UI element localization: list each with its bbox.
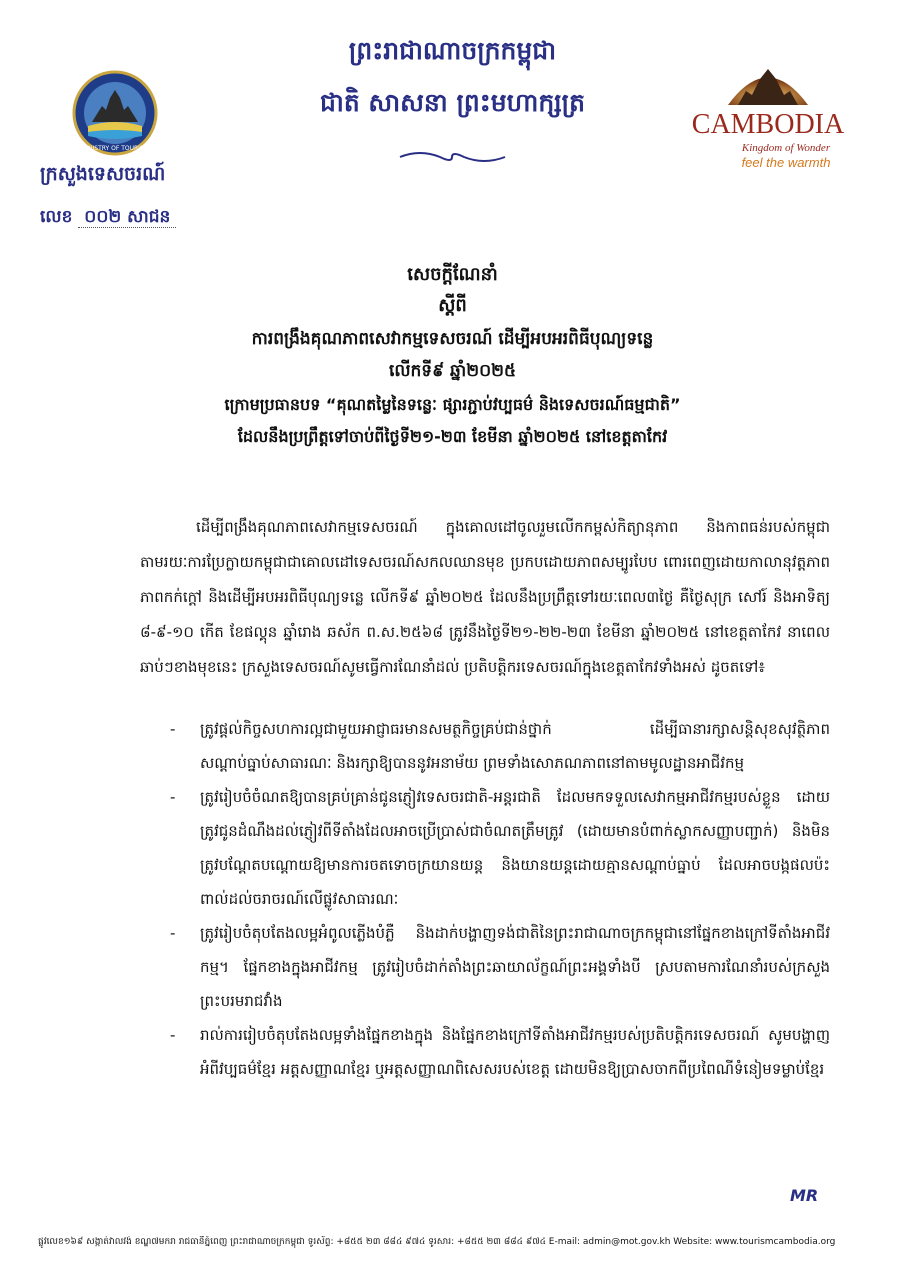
bullet-marker: - xyxy=(170,1026,176,1044)
list-item-text: រាល់ការរៀបចំតុបតែងលម្អទាំងផ្នែកខាងក្នុង និងផ្នែកខាងក្រៅទីតាំងអាជីវកម្មរបស់ប្រតិបត្តិករទេសចរណ៍ សូមបង្ហាញអំពីវប្បធម៌ខ្មែរ អត្តសញ្ញាណខ្មែរ ឬអត្តសញ្ញាណពិសេសរបស់ខេត្ត ដោយមិនឱ្យប្រាសចាកពីប្រពៃណីទំនៀមទម្លាប់ខ្មែរ xyxy=(200,1026,830,1078)
theme-line: ក្រោមប្រធានបទ “គុណតម្លៃនៃទន្លេៈ ផ្សារភ្ជាប់វប្បធម៌ និងទេសចរណ៍ធម្មជាតិ” xyxy=(224,395,681,414)
list-item xyxy=(170,712,830,780)
list-item-text: ត្រូវរៀបចំតុបតែងលម្អអំពូលភ្លើងបំភ្លឺ និងដាក់បង្ហាញទង់ជាតិនៃព្រះរាជាណាចក្រកម្ពុជានៅផ្នែកខាងក្រៅទីតាំងអាជីវកម្ម។ ផ្នែកខាងក្នុងអាជីវកម្ម ត្រូវរៀបចំដាក់តាំងព្រះឆាយាល័ក្ខណ៍ព្រះអង្គទាំងបី ស្របតាមការណែនាំរបស់ក្រសួងព្រះបរមរាជវាំង xyxy=(200,924,830,1010)
reference-number xyxy=(40,206,176,231)
ministry-logo-text: MINISTRY OF TOURISM xyxy=(81,145,149,152)
bullet-marker: - xyxy=(170,788,176,806)
intro-paragraph: ដើម្បីពង្រឹងគុណភាពសេវាកម្មទេសចរណ៍ ក្នុងគោលដៅចូលរួមលើកកម្ពស់កិត្យានុភាព និងកាពធន់របស់កម្ពុជា តាមរយៈការប្រែក្លាយកម្ពុជាជាគោលដៅទេសចរណ៍សកលឈានមុខ ប្រកបដោយភាពសម្បូរបែប ពោរពេញដោយកាលានុវត្តភាព ភាពកក់ក្តៅ និងដើម្បីអបអរពិធីបុណ្យទន្លេ លើកទី៩ ឆ្នាំ២០២៥ ដែលនឹងប្រព្រឹត្តទៅរយៈពេល៣ថ្ងៃ គឺថ្ងៃសុក្រ សៅរ៍ និងអាទិត្យ ៨-៩-១០ កើត ខែផល្គុន ឆ្នាំរោង ឆស័ក ព.ស.២៥៦៨ ត្រូវនឹងថ្ងៃទី២១-២២-២៣ ខែមីនា ឆ្នាំ២០២៥ នៅខេត្តតាកែវ នាពេលឆាប់ៗខាងមុខនេះ ក្រសួងទេសចរណ៍សូមធ្វើការណែនាំដល់ ប្រតិបត្តិករទេសចរណ៍ក្នុងខេត្តតាកែវទាំងអស់ ដូចតទៅ៖ xyxy=(140,518,830,676)
footer-contact: ផ្លូវលេខ១៦៩ សង្កាត់វាលវង់ ខណ្ឌ៧មករា រាជធានីភ្នំពេញ ព្រះរាជាណាចក្រកម្ពុជា ទូរស័ព្ទ: +៨៥៥ ២៣ ៨៨៤ ៩៧៤ ទូរសារ: +៨៥៥ ២៣ ៨៨៤ ៩៧៤ E-mail: admin@mot.gov.kh Website: www.tourismcambodia.org xyxy=(38,1237,836,1247)
subject-label: ស្តីពី xyxy=(438,295,467,316)
brand-slogan: feel the warmth xyxy=(741,155,831,170)
ministry-logo xyxy=(72,70,158,156)
date-location-line: ដែលនឹងប្រព្រឹត្តទៅចាប់ពីថ្ងៃទី២១-២៣ ខែមីនា ឆ្នាំ២០២៥ នៅខេត្តតាកែវ xyxy=(237,427,668,446)
bullet-marker: - xyxy=(170,720,176,738)
bullet-marker: - xyxy=(170,924,176,942)
list-item xyxy=(170,1018,830,1086)
ornament-divider xyxy=(250,147,655,167)
list-item-text: ត្រូវផ្តល់កិច្ចសហការល្អជាមួយអាជ្ញាធរមានសមត្ថកិច្ចគ្រប់ជាន់ថ្នាក់ ដើម្បីធានារក្សាសន្តិសុខសុវត្ថិភាព សណ្តាប់ធ្នាប់សាធារណៈ និងរក្សាឱ្យបាននូវអនាម័យ ព្រមទាំងសោភណភាពនៅតាមមូលដ្ឋានអាជីវកម្ម xyxy=(200,720,830,772)
brand-tagline: Kingdom of Wonder xyxy=(741,142,831,154)
ministry-name: ក្រសួងទេសចរណ៍ xyxy=(40,163,166,185)
subject-line: ការពង្រឹងគុណភាពសេវាកម្មទេសចរណ៍ ដើម្បីអបអរពិធីបុណ្យទន្លេ xyxy=(251,329,654,349)
list-item xyxy=(170,916,830,1018)
edition-year: លើកទី៩ ឆ្នាំ២០២៥ xyxy=(388,361,517,381)
reference-value: ០០២ សាជន xyxy=(78,207,176,228)
kingdom-title: ព្រះរាជាណាចក្រកម្ពុជា xyxy=(348,36,557,65)
signature-initials: MR xyxy=(790,1186,819,1205)
nation-religion-king: ជាតិ សាសនា ព្រះមហាក្សត្រ xyxy=(320,88,585,117)
list-item xyxy=(170,780,830,916)
instruction-list xyxy=(170,712,830,1086)
reference-label: លេខ xyxy=(40,207,73,227)
document-type: សេចក្តីណែនាំ xyxy=(407,264,498,285)
brand-name: CAMBODIA xyxy=(691,109,845,140)
list-item-text: ត្រូវរៀបចំចំណតឱ្យបានគ្រប់គ្រាន់ជូនភ្ញៀវទេសចរជាតិ-អន្តរជាតិ ដែលមកទទួលសេវាកម្មអាជីវកម្មរបស់ខ្លួន ដោយត្រូវជូនដំណឹងដល់ភ្ញៀវពីទីតាំងដែលអាចប្រើប្រាស់ជាចំណតត្រឹមត្រូវ (ដោយមានបំពាក់ស្លាកសញ្ញាបញ្ជាក់) និងមិនត្រូវបណ្តែតបណ្តោយឱ្យមានការចតទោចក្រយានយន្ត និងយានយន្តដោយគ្មានសណ្តាប់ធ្នាប់ ដែលអាចបង្កផលប៉ះពាល់ដល់ចរាចរណ៍លើផ្លូវសាធារណៈ xyxy=(200,788,830,908)
cambodia-brand-logo xyxy=(668,55,868,185)
